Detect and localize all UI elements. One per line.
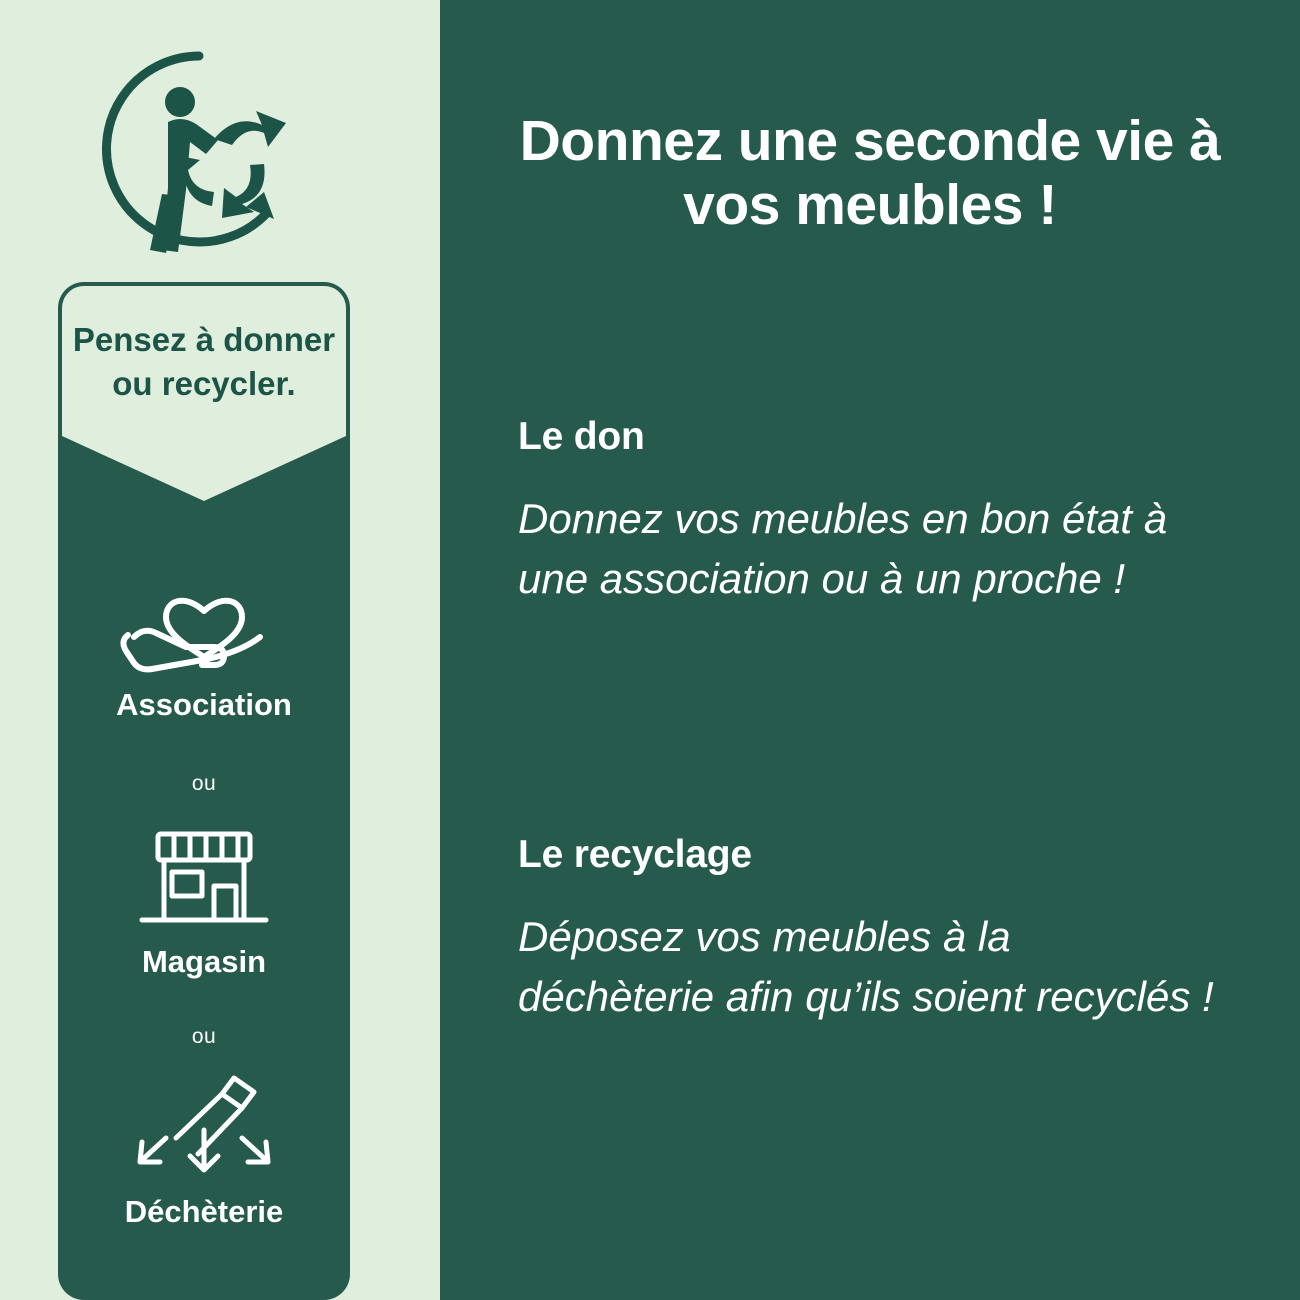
ribbon-item-magasin [58, 822, 350, 980]
separator-ou-2: ou [191, 1025, 217, 1048]
recycling-person-icon [96, 44, 306, 254]
ribbon-banner-label: Pensez à donner ou recycler. [72, 321, 336, 402]
section-le-don [518, 415, 1218, 608]
ribbon-item-label: Association [116, 687, 292, 722]
shop-icon [58, 822, 350, 932]
left-panel [0, 0, 440, 1300]
section-body: Déposez vos meubles à la déchèterie afin qu’ils soient recyclés ! [518, 913, 1214, 1020]
section-le-recyclage [518, 833, 1218, 1026]
section-title: Le recyclage [518, 833, 752, 876]
ribbon-item-label: Déchèterie [124, 1194, 284, 1229]
hand-heart-icon [58, 565, 350, 675]
ribbon-item-decheterie [58, 1072, 350, 1230]
ribbon-item-label: Magasin [141, 944, 267, 979]
section-title: Le don [518, 415, 645, 458]
section-body: Donnez vos meubles en bon état à une association ou à un proche ! [518, 495, 1168, 602]
ribbon-item-association [58, 565, 350, 723]
page-title: Donnez une seconde vie à vos meubles ! [519, 109, 1221, 238]
separator-ou-1: ou [191, 772, 217, 795]
waste-sorting-icon [58, 1072, 350, 1182]
